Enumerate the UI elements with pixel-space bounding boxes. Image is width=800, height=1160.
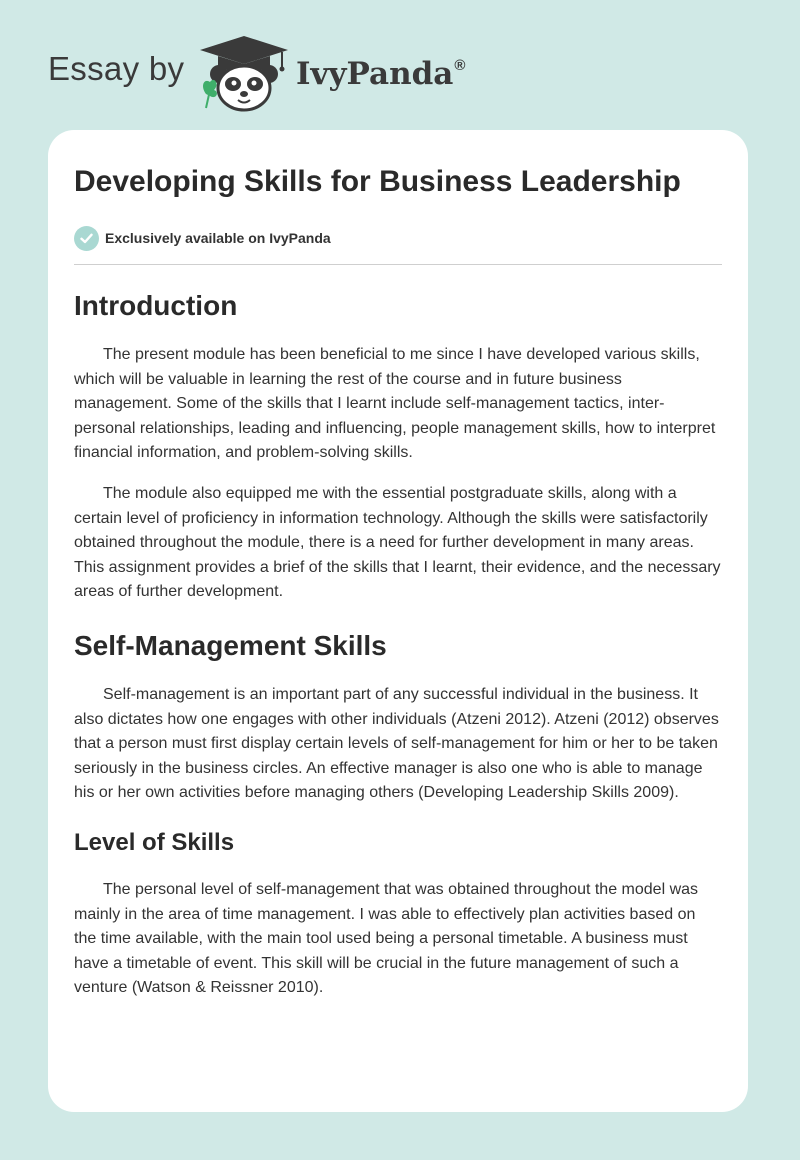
section-heading-self-management: Self-Management Skills [74, 629, 387, 661]
subsection-heading-level-of-skills: Level of Skills [74, 828, 235, 856]
paragraph: Self-management is an important part of any successful individual in the business. It also dictates how one engages with other individuals (Atzeni 2012). Atzeni (2012) observes that a person must first display certain levels of self-management for him or her to be taken seriously in the business circles. An effective manager is also one who is able to manage his or her own activities before managing others (Developing Leadership Skills 2009). [74, 685, 719, 802]
essay-content [74, 164, 722, 1001]
ivy-leaf-icon [203, 80, 217, 108]
paragraph: The present module has been beneficial to me since I have developed various skills, which will be valuable in learning the rest of the course and in future business management. Some of the skills that I learnt include self-management tactics, inter-personal relationships, leading and influencing, people management skills, how to interpret financial information, and problem-solving skills. [74, 346, 716, 462]
brand-name[interactable]: IvyPanda® [296, 56, 466, 92]
section-heading-introduction: Introduction [74, 290, 238, 321]
exclusive-badge [74, 224, 722, 252]
panda-graduate-icon[interactable] [196, 34, 292, 112]
essay-title: Developing Skills for Business Leadership [74, 165, 681, 198]
check-icon [74, 226, 99, 251]
paragraph: The module also equipped me with the essential postgraduate skills, along with a certain level of proficiency in information technology. Although the skills were satisfactorily obtained throughout the module, there is a need for further development in many areas. This assignment provides a brief of the skills that I learnt, their evidence, and the necessary areas of further development. [74, 484, 721, 601]
title-divider [74, 264, 722, 265]
essay-by-label: Essay by [48, 50, 185, 87]
paragraph: The personal level of self-management that was obtained throughout the model was mainly in the area of time management. I was able to effectively plan activities based on the time available, with the main tool used being a personal timetable. A business must have a timetable of event. This skill will be crucial in the future management of such a venture (Watson & Reissner 2010). [74, 880, 699, 997]
essay-card [48, 130, 748, 1112]
site-header [0, 0, 800, 130]
exclusive-label: Exclusively available on IvyPanda [105, 230, 331, 246]
